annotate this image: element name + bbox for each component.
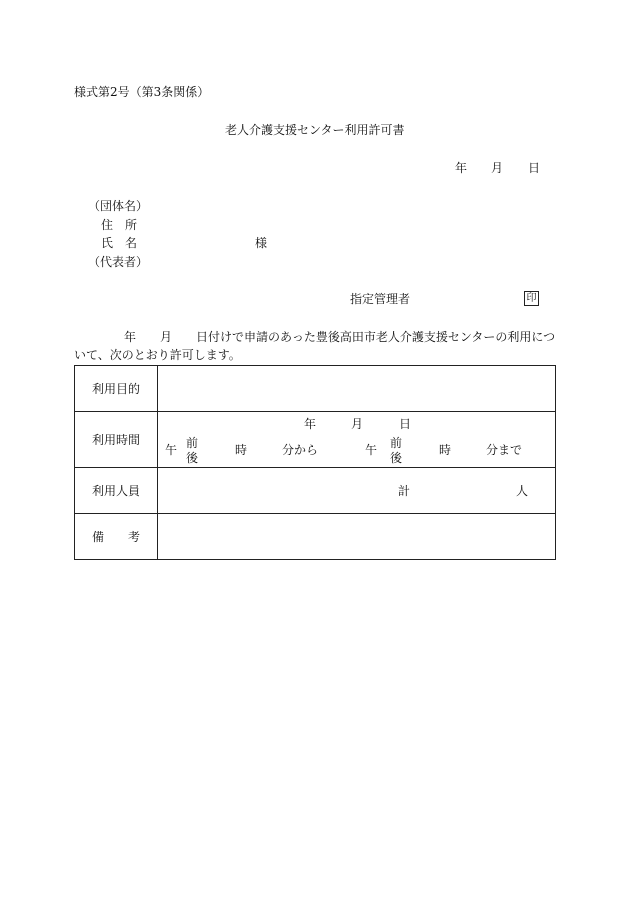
purpose-label: 利用目的 [75, 366, 158, 412]
purpose-row [75, 366, 556, 412]
remarks-label: 備 考 [75, 514, 158, 560]
designated-manager-label: 指定管理者 [350, 292, 411, 306]
time-end-pm: 後 [390, 451, 403, 465]
date-day-label: 日 [528, 161, 541, 175]
time-start-gozen: 午 [165, 443, 178, 457]
time-start-am: 前 [186, 436, 199, 450]
time-start-pm: 後 [186, 451, 199, 465]
time-start-suffix: 分から [282, 443, 319, 457]
representative-label: （代表者） [88, 255, 149, 269]
permit-details-table [74, 365, 556, 560]
remarks-row [75, 514, 556, 560]
time-end-am: 前 [390, 436, 403, 450]
seal-icon: 印 [524, 291, 539, 306]
people-row [75, 468, 556, 514]
total-label: 計 [398, 484, 411, 498]
body-month-label: 月 [160, 330, 173, 344]
time-year-label: 年 [304, 417, 317, 431]
date-month-label: 月 [491, 161, 504, 175]
time-end-hour: 時 [439, 443, 452, 457]
name-label: 氏 名 [101, 236, 138, 250]
time-month-label: 月 [351, 417, 364, 431]
time-label: 利用時間 [75, 412, 158, 468]
seal-mark [524, 291, 539, 306]
time-end-ampm [390, 436, 402, 466]
remarks-value [158, 514, 556, 560]
date-year-label: 年 [455, 161, 468, 175]
time-end-suffix: 分まで [486, 443, 523, 457]
time-row [75, 412, 556, 468]
time-start-hour: 時 [235, 443, 248, 457]
org-name-label: （団体名） [88, 199, 149, 213]
person-unit: 人 [516, 484, 529, 498]
form-number: 様式第2号（第3条関係） [74, 85, 210, 99]
body-year-label: 年 [124, 330, 137, 344]
time-end-gozen: 午 [365, 443, 378, 457]
purpose-value [158, 366, 556, 412]
honorific-sama: 様 [255, 236, 268, 250]
time-day-label: 日 [399, 417, 412, 431]
address-label: 住 所 [101, 218, 138, 232]
body-text-line2: いて、次のとおり許可します。 [74, 348, 241, 362]
body-text-line1: 日付けで申請のあった豊後高田市老人介護支援センターの利用につ [196, 330, 556, 344]
document-title: 老人介護支援センター利用許可書 [225, 123, 405, 137]
time-value [158, 412, 556, 468]
people-label: 利用人員 [75, 468, 158, 514]
people-value [158, 468, 556, 514]
time-start-ampm [186, 436, 198, 466]
